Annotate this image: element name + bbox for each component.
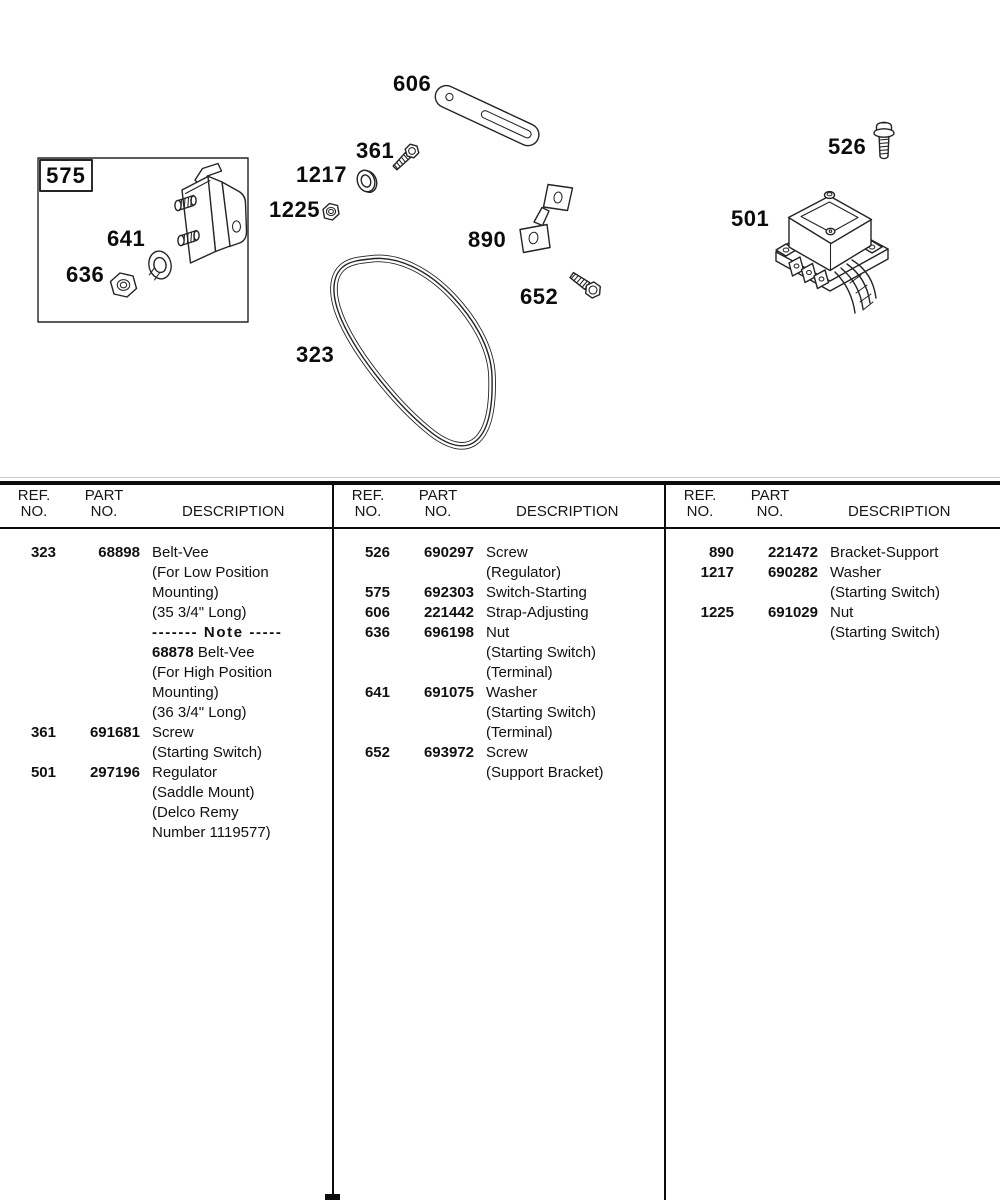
part-no-cell [68,803,140,823]
table-row [0,803,332,823]
table-row [334,663,664,683]
ref-no-cell [346,663,390,683]
ref-no-cell [690,623,734,643]
ref-label: REF. [351,487,385,504]
description-cell: (35 3/4" Long) [152,604,247,621]
ref-no-cell [12,563,56,583]
ref-no-cell: 361 [30,724,56,741]
regulator-drawing [776,192,888,313]
table-row [0,563,332,583]
ref-no-cell: 606 [364,604,390,621]
table-row [0,783,332,803]
no-label: NO. [424,502,452,520]
table-row [666,543,1000,563]
description-header: DESCRIPTION [848,502,951,520]
description-cell: Nut [830,604,854,621]
ref-no-cell [12,683,56,703]
callout-1217: 1217 [296,162,347,187]
callout-575: 575 [46,162,86,188]
part-no-cell [402,563,474,583]
part-no-header [68,488,140,519]
table-row [0,623,332,643]
part-no-cell: 68898 [98,544,140,561]
part-no-cell [68,663,140,683]
description-cell: Mounting) [152,584,219,601]
description-header: DESCRIPTION [516,502,619,520]
callout-636: 636 [66,262,105,287]
ref-no-cell: 890 [708,544,734,561]
scan-artifact [325,1194,340,1200]
column-divider [664,481,666,1200]
description-cell: (Delco Remy [152,804,239,821]
part-no-cell: 696198 [423,624,474,641]
part-no-cell [68,623,140,643]
no-label: NO. [90,502,118,520]
callout-526: 526 [828,134,867,159]
ref-no-cell [690,583,734,603]
description-cell: Strap-Adjusting [486,604,589,621]
ref-no-cell: 641 [364,684,390,701]
description-cell: Screw [152,724,194,741]
callout-501: 501 [731,206,770,231]
table-row [666,623,1000,643]
table-row [334,683,664,703]
callout-606: 606 [393,71,432,96]
table-row [0,543,332,563]
ref-no-cell [12,823,56,843]
parts-table-column-2 [334,481,664,1200]
part-no-cell [402,663,474,683]
part-no-cell [68,683,140,703]
table-row [0,763,332,783]
part-no-cell [746,583,818,603]
no-label: NO. [354,502,382,520]
table-row [0,823,332,843]
table-row [334,603,664,623]
part-no-cell [68,783,140,803]
no-label: NO. [686,502,714,520]
part-no-header [734,488,806,519]
ref-no-cell [346,763,390,783]
table-row [334,723,664,743]
description-cell: Number 1119577) [152,824,271,841]
part-no-cell [402,703,474,723]
description-cell: Belt-Vee [152,544,209,561]
description-cell: ------- Note ----- [152,624,283,641]
ref-no-cell: 652 [364,744,390,761]
part-no-cell [68,563,140,583]
description-cell: (Support Bracket) [486,764,604,781]
callout-1225: 1225 [269,197,320,222]
description-cell: Washer [486,684,538,701]
switch-starting-drawing [175,164,247,264]
callout-641: 641 [107,226,146,251]
washer-lock-641-drawing [140,249,175,289]
table-row [666,603,1000,623]
ref-no-cell: 1225 [700,604,734,621]
table-row [0,663,332,683]
table-header [334,488,664,519]
description-cell: (Regulator) [486,564,562,581]
part-no-cell: 691681 [89,724,140,741]
callout-323: 323 [296,342,335,367]
description-cell: Switch-Starting [486,584,587,601]
description-cell: (Saddle Mount) [152,784,255,801]
ref-no-cell: 526 [364,544,390,561]
part-no-cell [402,723,474,743]
table-row [334,743,664,763]
no-label: NO. [756,502,784,520]
table-row [334,703,664,723]
table-row [0,583,332,603]
table-row [666,563,1000,583]
description-cell: Regulator [152,764,218,781]
ref-no-cell: 1217 [700,564,734,581]
part-no-cell [402,763,474,783]
part-no-cell [402,643,474,663]
nut-1225-drawing [323,204,339,221]
description-cell: (For High Position [152,664,273,681]
part-no-cell: 691075 [423,684,474,701]
part-label: PART [418,487,458,504]
screw-526-drawing [874,122,894,158]
table-row [334,623,664,643]
part-label: PART [750,487,790,504]
table-row [0,603,332,623]
screw-652-drawing [568,269,604,300]
callout-361: 361 [356,138,395,163]
parts-table-column-3 [666,481,1000,1200]
strap-adjusting-drawing [432,82,543,149]
description-cell: (Terminal) [486,664,553,681]
belt-vee-drawing [334,258,492,445]
part-no-cell [68,583,140,603]
table-row [666,583,1000,603]
parts-table-column-1 [0,481,332,1200]
description-cell: Washer [830,564,882,581]
ref-no-cell [12,743,56,763]
nut-636-drawing [111,273,137,297]
part-no-cell: 691029 [767,604,818,621]
table-body [334,543,664,783]
description-cell: Screw [486,744,528,761]
column-divider [332,481,334,1200]
part-no-cell: 690297 [423,544,474,561]
ref-no-cell: 636 [364,624,390,641]
table-row [334,583,664,603]
callout-652: 652 [520,284,559,309]
description-header: DESCRIPTION [182,502,285,520]
table-row [334,543,664,563]
table-header [666,488,1000,519]
ref-no-cell [12,803,56,823]
table-row [0,643,332,663]
ref-no-cell [12,643,56,663]
ref-no-cell: 575 [364,584,390,601]
ref-no-cell [346,643,390,663]
callout-890: 890 [468,227,507,252]
part-no-cell [68,823,140,843]
ref-no-cell: 323 [30,544,56,561]
bracket-support-drawing [520,185,573,253]
table-header [0,488,332,519]
description-cell: (Starting Switch) [486,704,597,721]
part-no-cell [68,603,140,623]
description-cell: (For Low Position [152,564,269,581]
table-row [334,763,664,783]
table-row [0,723,332,743]
table-body [0,543,332,843]
part-no-cell [68,703,140,723]
part-no-cell [68,643,140,663]
description-cell: Screw [486,544,528,561]
description-cell: 68878 Belt-Vee [152,644,255,661]
part-no-cell: 221442 [423,604,474,621]
description-cell: Mounting) [152,684,219,701]
part-label: PART [84,487,124,504]
table-row [0,703,332,723]
ref-no-cell [346,563,390,583]
description-cell: (Terminal) [486,724,553,741]
no-label: NO. [20,502,48,520]
table-row [334,563,664,583]
alt-part-no: 68878 [152,644,198,661]
part-no-cell: 690282 [767,564,818,581]
ref-no-cell [346,703,390,723]
description-cell: Bracket-Support [830,544,939,561]
ref-no-cell [346,723,390,743]
description-cell: (Starting Switch) [830,584,941,601]
scan-line-artifact [0,477,1000,478]
part-no-cell: 693972 [423,744,474,761]
description-cell: (Starting Switch) [830,624,941,641]
table-body [666,543,1000,643]
washer-1217-drawing [354,167,379,195]
ref-no-cell: 501 [30,764,56,781]
description-cell: (Starting Switch) [486,644,597,661]
header-separator [0,527,1000,529]
ref-no-header [678,488,722,519]
table-row [0,743,332,763]
description-cell: (Starting Switch) [152,744,263,761]
description-cell: Nut [486,624,510,641]
screw-361-drawing [391,142,422,173]
ref-no-header [12,488,56,519]
part-no-header [402,488,474,519]
table-row [0,683,332,703]
ref-no-cell [12,603,56,623]
part-no-cell: 692303 [423,584,474,601]
ref-no-header [346,488,390,519]
part-no-cell: 221472 [767,544,818,561]
ref-no-cell [12,663,56,683]
part-no-cell [746,623,818,643]
part-no-cell [68,743,140,763]
ref-no-cell [12,583,56,603]
ref-label: REF. [683,487,717,504]
part-no-cell: 297196 [89,764,140,781]
ref-no-cell [12,783,56,803]
ref-label: REF. [17,487,51,504]
ref-no-cell [12,703,56,723]
description-cell: (36 3/4" Long) [152,704,247,721]
table-row [334,643,664,663]
ref-no-cell [12,623,56,643]
